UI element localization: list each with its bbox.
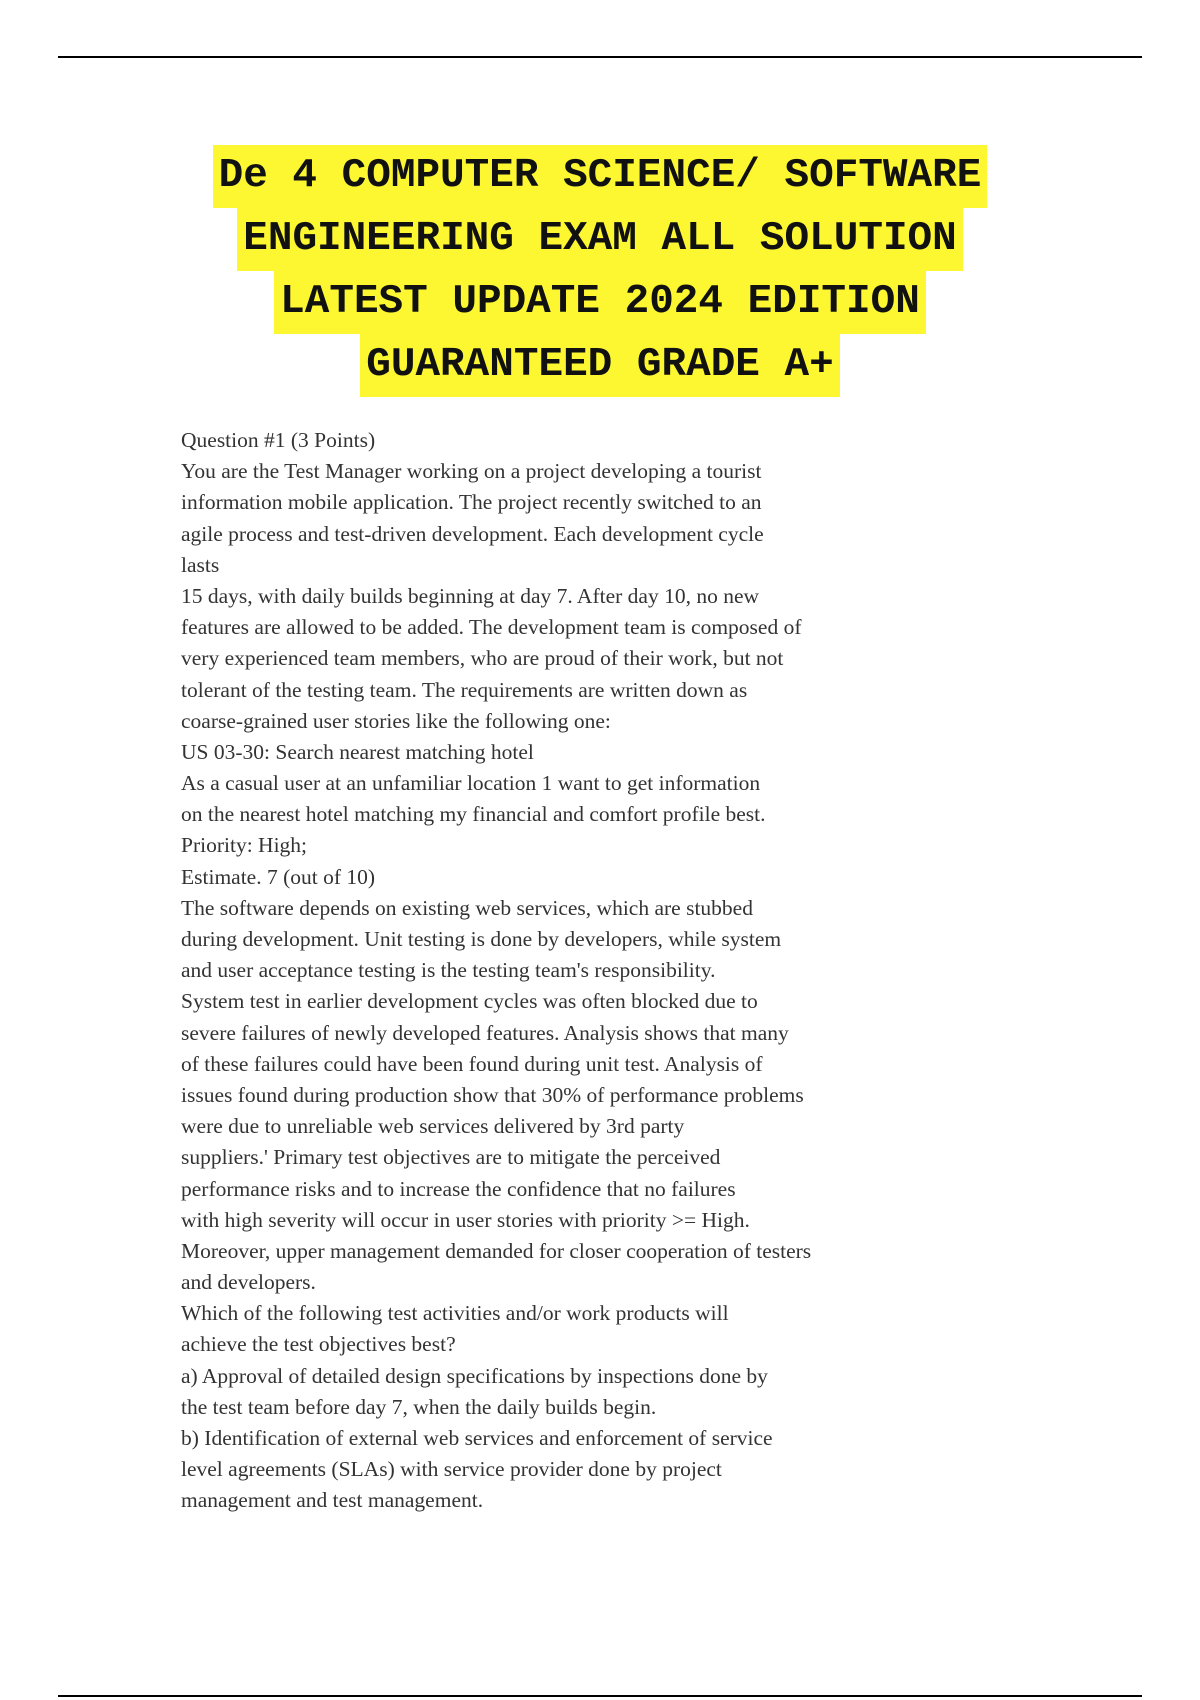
body-line: with high severity will occur in user stories with priority >= High.	[181, 1207, 750, 1232]
title-line: ENGINEERING EXAM ALL SOLUTION	[237, 208, 963, 271]
body-line: Moreover, upper management demanded for closer cooperation of testers	[181, 1238, 812, 1263]
estimate-line: Estimate. 7 (out of 10)	[181, 864, 376, 889]
title-line: GUARANTEED GRADE A+	[360, 334, 839, 397]
answer-option-b: management and test management.	[181, 1488, 484, 1513]
body-line: severe failures of newly developed features. Analysis shows that many	[181, 1020, 789, 1045]
user-story-line: US 03-30: Search nearest matching hotel	[181, 739, 534, 764]
question-heading: Question #1 (3 Points)	[181, 428, 376, 452]
body-line: agile process and test-driven development. Each development cycle	[181, 521, 764, 546]
body-line: features are allowed to be added. The development team is composed of	[181, 615, 802, 640]
body-line: You are the Test Manager working on a project developing a tourist	[181, 459, 762, 484]
answer-option-b: level agreements (SLAs) with service provider done by project	[181, 1457, 722, 1482]
body-line: information mobile application. The project recently switched to an	[181, 490, 762, 515]
bottom-rule	[58, 1695, 1142, 1697]
body-line: of these failures could have been found during unit test. Analysis of	[181, 1051, 763, 1076]
answer-option-b: b) Identification of external web services and enforcement of service	[181, 1426, 773, 1450]
answer-option-a: the test team before day 7, when the daily builds begin.	[181, 1394, 657, 1419]
body-line: performance risks and to increase the confidence that no failures	[181, 1176, 736, 1201]
body-line: issues found during production show that 30% of performance problems	[181, 1082, 804, 1107]
body-line: and user acceptance testing is the testing team's responsibility.	[181, 958, 716, 983]
priority-line: Priority: High;	[181, 833, 308, 858]
body-line: on the nearest hotel matching my financial and comfort profile best.	[181, 802, 766, 827]
body-line: lasts	[181, 552, 220, 577]
title-line: De 4 COMPUTER SCIENCE/ SOFTWARE	[213, 145, 988, 208]
body-line: tolerant of the testing team. The requirements are written down as	[181, 677, 748, 702]
body-line: As a casual user at an unfamiliar location 1 want to get information	[181, 771, 761, 796]
title-line: LATEST UPDATE 2024 EDITION	[274, 271, 926, 334]
body-line: 15 days, with daily builds beginning at day 7. After day 10, no new	[181, 583, 760, 608]
body-line: were due to unreliable web services delivered by 3rd party	[181, 1114, 685, 1139]
question-prompt-line: Which of the following test activities and/or work products will	[181, 1301, 729, 1326]
question-body	[181, 425, 1041, 1517]
body-line: during development. Unit testing is done by developers, while system	[181, 927, 782, 951]
body-line: suppliers.' Primary test objectives are to mitigate the perceived	[181, 1145, 721, 1170]
document-title	[160, 145, 1040, 397]
body-line: and developers.	[181, 1270, 316, 1295]
body-line: The software depends on existing web services, which are stubbed	[181, 895, 753, 920]
top-rule	[58, 56, 1142, 58]
body-line: very experienced team members, who are proud of their work, but not	[181, 646, 784, 671]
body-line: System test in earlier development cycles was often blocked due to	[181, 989, 758, 1014]
answer-option-a: a) Approval of detailed design specifications by inspections done by	[181, 1363, 768, 1388]
question-prompt-line: achieve the test objectives best?	[181, 1332, 456, 1357]
body-line: coarse-grained user stories like the following one:	[181, 708, 611, 733]
